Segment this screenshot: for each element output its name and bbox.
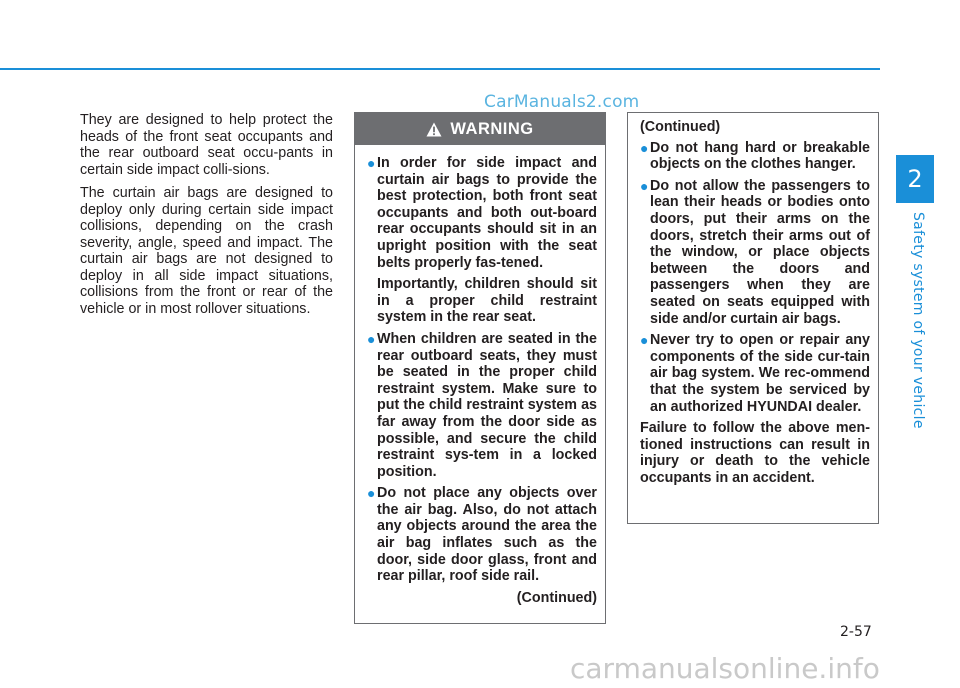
continued-item-text: Do not allow the passengers to lean their heads or bodies onto doors, put their arms on the doors, stretch their arms out of the window, or place objects between the doors and passengers when they are seated on seats equipped with side and/or curtain air bags. [650, 177, 870, 327]
body-text-column [80, 112, 333, 324]
warning-item-text: Do not place any objects over the air bag. Also, do not attach any objects around the area the air bag inflates such as the door, side door glass, front and rear pillar, roof side rail. [377, 485, 597, 585]
warning-item-text: When children are seated in the rear outboard seats, they must be seated in the proper child restraint system. Make sure to put the child restraint system as far away from the door side as possible, and secure the child restraint sys-tem in a locked position. [377, 330, 597, 480]
bullet-dot-icon: ● [640, 332, 649, 349]
warning-item [367, 155, 597, 271]
bullet-dot-icon: ● [640, 177, 649, 194]
bullet-dot-icon: ● [367, 485, 376, 502]
warning-header [355, 113, 605, 145]
continued-item [640, 178, 870, 327]
continued-item-text: Do not hang hard or breakable objects on the clothes hanger. [650, 139, 870, 173]
watermark-bottom: carmanualsonline.info [570, 652, 880, 685]
warning-item [367, 331, 597, 480]
chapter-title: Safety system of your vehicle [910, 212, 926, 429]
continued-footer: Failure to follow the above men-tioned instructions can result in injury or death to the vehicle occupants in an accident. [640, 420, 870, 486]
bullet-dot-icon: ● [640, 139, 649, 156]
warning-title: WARNING [450, 119, 534, 138]
body-paragraph: They are designed to help protect the heads of the front seat occupants and the rear outboard seat occu-pants in certain side impact colli-sions. [80, 112, 333, 178]
warning-body [355, 145, 605, 606]
header-rule [0, 68, 880, 70]
continued-warning-box [627, 112, 879, 524]
chapter-tab: 2 [896, 155, 934, 203]
warning-triangle-icon [426, 122, 442, 137]
continued-item [640, 140, 870, 173]
continued-body [628, 113, 878, 486]
body-paragraph: The curtain air bags are designed to deploy only during certain side impact collisions, depending on the crash severity, angle, speed and impact. The curtain air bags are not designed to deploy in all side impact situations, collisions from the front or rear of the vehicle or in most rollover situations. [80, 185, 333, 317]
continued-heading: (Continued) [640, 119, 721, 135]
warning-item-text: In order for side impact and curtain air bags to provide the best protection, both front seat occupants and both out-board rear occupants should sit in an upright position with the seat belts properly fas-tened. [377, 155, 597, 271]
page-number: 2-57 [840, 624, 872, 640]
continued-item-text: Never try to open or repair any components of the side cur-tain air bag system. We rec-ommend that the system be serviced by an authorized HYUNDAI dealer. [650, 332, 870, 415]
bullet-dot-icon: ● [367, 155, 376, 171]
warning-item [367, 485, 597, 585]
warning-item-note: Importantly, children should sit in a proper child restraint system in the rear seat. [377, 276, 597, 326]
watermark-top: CarManuals2.com [484, 92, 640, 112]
continued-label: (Continued) [516, 589, 597, 606]
continued-item [640, 332, 870, 415]
bullet-dot-icon: ● [367, 330, 376, 347]
warning-box [354, 112, 606, 624]
